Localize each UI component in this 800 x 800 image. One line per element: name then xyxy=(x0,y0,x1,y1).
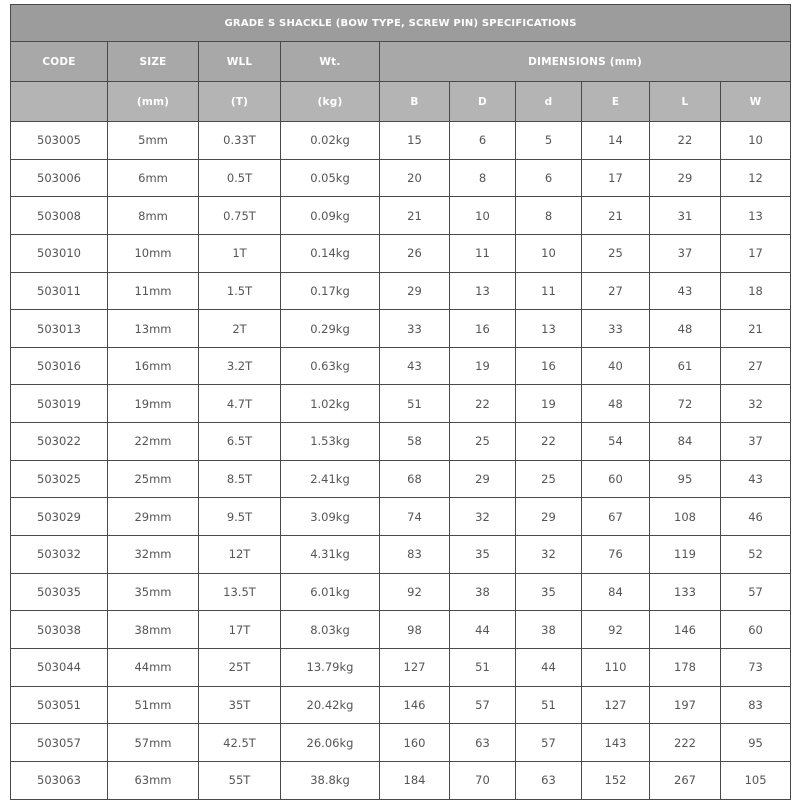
dim-l: L xyxy=(650,82,721,122)
cell-l: 108 xyxy=(650,498,721,536)
cell-code: 503013 xyxy=(11,310,108,348)
table-row xyxy=(11,122,791,160)
cell-code: 503044 xyxy=(11,648,108,686)
table-row xyxy=(11,159,791,197)
table-row xyxy=(11,272,791,310)
table-row xyxy=(11,648,791,686)
table-body xyxy=(11,122,791,800)
cell-e: 143 xyxy=(582,724,650,762)
cell-size: 6mm xyxy=(108,159,199,197)
cell-code: 503029 xyxy=(11,498,108,536)
cell-size: 57mm xyxy=(108,724,199,762)
cell-l: 22 xyxy=(650,122,721,160)
cell-e: 25 xyxy=(582,234,650,272)
cell-weight: 0.05kg xyxy=(281,159,380,197)
cell-d: 25 xyxy=(516,460,582,498)
dim-d: d xyxy=(516,82,582,122)
cell-b: 58 xyxy=(380,423,450,461)
cell-size: 35mm xyxy=(108,573,199,611)
cell-D: 6 xyxy=(450,122,516,160)
cell-w: 83 xyxy=(721,686,791,724)
cell-d: 11 xyxy=(516,272,582,310)
table-row xyxy=(11,197,791,235)
cell-w: 43 xyxy=(721,460,791,498)
table-row xyxy=(11,347,791,385)
cell-b: 15 xyxy=(380,122,450,160)
cell-code: 503016 xyxy=(11,347,108,385)
cell-l: 31 xyxy=(650,197,721,235)
cell-wll: 25T xyxy=(199,648,281,686)
cell-size: 25mm xyxy=(108,460,199,498)
cell-b: 21 xyxy=(380,197,450,235)
cell-size: 13mm xyxy=(108,310,199,348)
table-row xyxy=(11,611,791,649)
cell-wll: 17T xyxy=(199,611,281,649)
table-row xyxy=(11,498,791,536)
table-row xyxy=(11,423,791,461)
cell-l: 48 xyxy=(650,310,721,348)
cell-b: 184 xyxy=(380,761,450,799)
cell-e: 21 xyxy=(582,197,650,235)
cell-w: 13 xyxy=(721,197,791,235)
cell-wll: 0.5T xyxy=(199,159,281,197)
cell-code: 503005 xyxy=(11,122,108,160)
cell-e: 60 xyxy=(582,460,650,498)
cell-l: 72 xyxy=(650,385,721,423)
cell-wll: 6.5T xyxy=(199,423,281,461)
cell-wll: 35T xyxy=(199,686,281,724)
header-dimensions: DIMENSIONS (mm) xyxy=(380,42,791,82)
cell-b: 51 xyxy=(380,385,450,423)
cell-weight: 0.02kg xyxy=(281,122,380,160)
cell-code: 503051 xyxy=(11,686,108,724)
cell-code: 503019 xyxy=(11,385,108,423)
cell-d: 16 xyxy=(516,347,582,385)
cell-w: 17 xyxy=(721,234,791,272)
cell-D: 35 xyxy=(450,536,516,574)
cell-D: 16 xyxy=(450,310,516,348)
cell-l: 178 xyxy=(650,648,721,686)
cell-w: 95 xyxy=(721,724,791,762)
cell-wll: 1.5T xyxy=(199,272,281,310)
cell-w: 12 xyxy=(721,159,791,197)
cell-b: 160 xyxy=(380,724,450,762)
cell-l: 95 xyxy=(650,460,721,498)
table-row xyxy=(11,686,791,724)
cell-code: 503022 xyxy=(11,423,108,461)
cell-D: 11 xyxy=(450,234,516,272)
cell-weight: 0.14kg xyxy=(281,234,380,272)
cell-b: 29 xyxy=(380,272,450,310)
cell-b: 74 xyxy=(380,498,450,536)
cell-code: 503025 xyxy=(11,460,108,498)
cell-weight: 38.8kg xyxy=(281,761,380,799)
cell-weight: 6.01kg xyxy=(281,573,380,611)
cell-l: 222 xyxy=(650,724,721,762)
cell-size: 8mm xyxy=(108,197,199,235)
cell-e: 27 xyxy=(582,272,650,310)
cell-code: 503011 xyxy=(11,272,108,310)
table-row xyxy=(11,385,791,423)
cell-wll: 12T xyxy=(199,536,281,574)
cell-w: 73 xyxy=(721,648,791,686)
cell-b: 92 xyxy=(380,573,450,611)
cell-d: 8 xyxy=(516,197,582,235)
shackle-spec-table xyxy=(10,4,791,800)
cell-wll: 42.5T xyxy=(199,724,281,762)
cell-d: 32 xyxy=(516,536,582,574)
cell-d: 51 xyxy=(516,686,582,724)
cell-b: 26 xyxy=(380,234,450,272)
cell-code: 503032 xyxy=(11,536,108,574)
header-code: CODE xyxy=(11,42,108,82)
cell-l: 146 xyxy=(650,611,721,649)
cell-code: 503006 xyxy=(11,159,108,197)
cell-code: 503038 xyxy=(11,611,108,649)
cell-b: 98 xyxy=(380,611,450,649)
cell-d: 63 xyxy=(516,761,582,799)
cell-d: 19 xyxy=(516,385,582,423)
cell-D: 13 xyxy=(450,272,516,310)
header-size: SIZE xyxy=(108,42,199,82)
cell-e: 92 xyxy=(582,611,650,649)
cell-wll: 1T xyxy=(199,234,281,272)
cell-d: 29 xyxy=(516,498,582,536)
cell-e: 33 xyxy=(582,310,650,348)
cell-weight: 0.63kg xyxy=(281,347,380,385)
cell-l: 43 xyxy=(650,272,721,310)
cell-e: 40 xyxy=(582,347,650,385)
cell-wll: 55T xyxy=(199,761,281,799)
cell-weight: 13.79kg xyxy=(281,648,380,686)
cell-d: 22 xyxy=(516,423,582,461)
cell-w: 21 xyxy=(721,310,791,348)
cell-d: 44 xyxy=(516,648,582,686)
cell-D: 51 xyxy=(450,648,516,686)
cell-d: 35 xyxy=(516,573,582,611)
table-row xyxy=(11,460,791,498)
cell-l: 61 xyxy=(650,347,721,385)
cell-w: 10 xyxy=(721,122,791,160)
cell-w: 60 xyxy=(721,611,791,649)
cell-w: 105 xyxy=(721,761,791,799)
cell-size: 32mm xyxy=(108,536,199,574)
cell-weight: 4.31kg xyxy=(281,536,380,574)
spec-table-container xyxy=(10,4,790,800)
unit-code xyxy=(11,82,108,122)
table-row xyxy=(11,310,791,348)
cell-weight: 26.06kg xyxy=(281,724,380,762)
cell-D: 10 xyxy=(450,197,516,235)
table-title: GRADE S SHACKLE (BOW TYPE, SCREW PIN) SPECIFICATIONS xyxy=(11,5,791,42)
cell-code: 503063 xyxy=(11,761,108,799)
table-row xyxy=(11,573,791,611)
cell-l: 267 xyxy=(650,761,721,799)
cell-l: 37 xyxy=(650,234,721,272)
cell-weight: 8.03kg xyxy=(281,611,380,649)
table-row xyxy=(11,536,791,574)
dim-b: B xyxy=(380,82,450,122)
cell-d: 13 xyxy=(516,310,582,348)
cell-wll: 9.5T xyxy=(199,498,281,536)
cell-b: 33 xyxy=(380,310,450,348)
cell-D: 70 xyxy=(450,761,516,799)
cell-w: 52 xyxy=(721,536,791,574)
cell-wll: 4.7T xyxy=(199,385,281,423)
cell-l: 84 xyxy=(650,423,721,461)
cell-b: 68 xyxy=(380,460,450,498)
unit-wll: (T) xyxy=(199,82,281,122)
cell-w: 32 xyxy=(721,385,791,423)
cell-weight: 1.02kg xyxy=(281,385,380,423)
cell-e: 14 xyxy=(582,122,650,160)
cell-l: 29 xyxy=(650,159,721,197)
cell-code: 503010 xyxy=(11,234,108,272)
cell-w: 18 xyxy=(721,272,791,310)
dim-w: W xyxy=(721,82,791,122)
cell-weight: 3.09kg xyxy=(281,498,380,536)
header-weight: Wt. xyxy=(281,42,380,82)
cell-size: 16mm xyxy=(108,347,199,385)
cell-d: 6 xyxy=(516,159,582,197)
cell-weight: 0.09kg xyxy=(281,197,380,235)
cell-e: 76 xyxy=(582,536,650,574)
cell-weight: 1.53kg xyxy=(281,423,380,461)
cell-w: 46 xyxy=(721,498,791,536)
cell-D: 22 xyxy=(450,385,516,423)
cell-wll: 3.2T xyxy=(199,347,281,385)
cell-size: 22mm xyxy=(108,423,199,461)
cell-e: 84 xyxy=(582,573,650,611)
dim-e: E xyxy=(582,82,650,122)
cell-D: 8 xyxy=(450,159,516,197)
table-row xyxy=(11,234,791,272)
cell-size: 19mm xyxy=(108,385,199,423)
cell-e: 127 xyxy=(582,686,650,724)
cell-wll: 8.5T xyxy=(199,460,281,498)
cell-size: 5mm xyxy=(108,122,199,160)
cell-b: 20 xyxy=(380,159,450,197)
cell-d: 57 xyxy=(516,724,582,762)
cell-weight: 0.29kg xyxy=(281,310,380,348)
cell-size: 44mm xyxy=(108,648,199,686)
table-row xyxy=(11,761,791,799)
cell-l: 197 xyxy=(650,686,721,724)
cell-wll: 13.5T xyxy=(199,573,281,611)
cell-e: 152 xyxy=(582,761,650,799)
cell-e: 110 xyxy=(582,648,650,686)
header-wll: WLL xyxy=(199,42,281,82)
cell-e: 48 xyxy=(582,385,650,423)
cell-wll: 0.33T xyxy=(199,122,281,160)
cell-D: 63 xyxy=(450,724,516,762)
cell-b: 83 xyxy=(380,536,450,574)
cell-size: 10mm xyxy=(108,234,199,272)
cell-size: 51mm xyxy=(108,686,199,724)
cell-l: 133 xyxy=(650,573,721,611)
cell-D: 57 xyxy=(450,686,516,724)
cell-size: 63mm xyxy=(108,761,199,799)
cell-b: 43 xyxy=(380,347,450,385)
cell-code: 503057 xyxy=(11,724,108,762)
cell-w: 27 xyxy=(721,347,791,385)
cell-wll: 2T xyxy=(199,310,281,348)
cell-weight: 2.41kg xyxy=(281,460,380,498)
cell-e: 54 xyxy=(582,423,650,461)
cell-b: 127 xyxy=(380,648,450,686)
cell-D: 25 xyxy=(450,423,516,461)
unit-weight: (kg) xyxy=(281,82,380,122)
cell-b: 146 xyxy=(380,686,450,724)
cell-D: 19 xyxy=(450,347,516,385)
cell-size: 11mm xyxy=(108,272,199,310)
cell-code: 503008 xyxy=(11,197,108,235)
cell-e: 67 xyxy=(582,498,650,536)
cell-size: 29mm xyxy=(108,498,199,536)
dim-D: D xyxy=(450,82,516,122)
cell-w: 57 xyxy=(721,573,791,611)
cell-weight: 20.42kg xyxy=(281,686,380,724)
cell-D: 38 xyxy=(450,573,516,611)
cell-code: 503035 xyxy=(11,573,108,611)
cell-wll: 0.75T xyxy=(199,197,281,235)
unit-size: (mm) xyxy=(108,82,199,122)
cell-d: 38 xyxy=(516,611,582,649)
cell-l: 119 xyxy=(650,536,721,574)
cell-d: 5 xyxy=(516,122,582,160)
cell-e: 17 xyxy=(582,159,650,197)
cell-weight: 0.17kg xyxy=(281,272,380,310)
cell-size: 38mm xyxy=(108,611,199,649)
cell-d: 10 xyxy=(516,234,582,272)
cell-D: 29 xyxy=(450,460,516,498)
cell-w: 37 xyxy=(721,423,791,461)
cell-D: 32 xyxy=(450,498,516,536)
cell-D: 44 xyxy=(450,611,516,649)
table-row xyxy=(11,724,791,762)
